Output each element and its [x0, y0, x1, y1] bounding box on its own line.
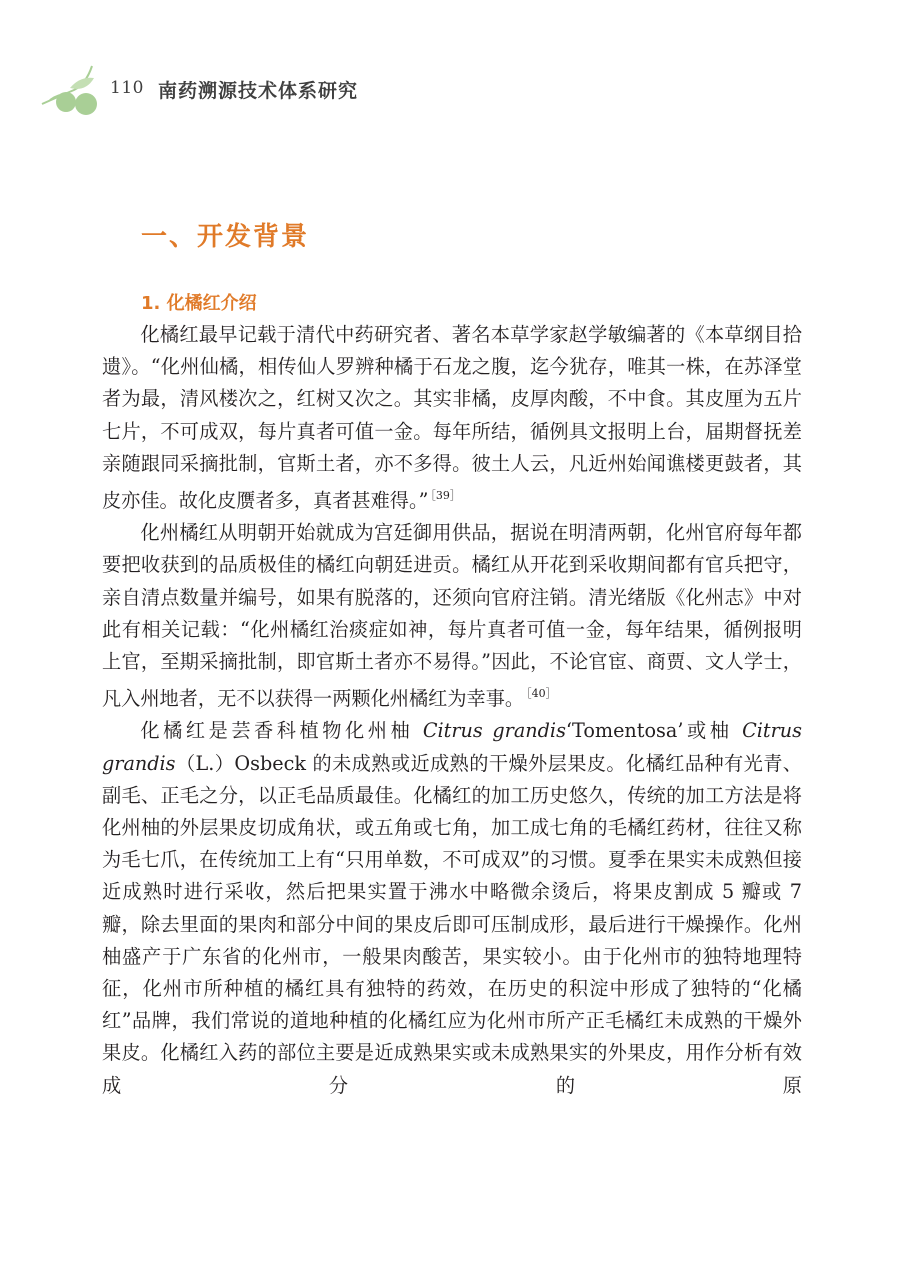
paragraph-text: 化橘红是芸香科植物化州柚 — [140, 719, 414, 743]
page-number: 110 — [110, 78, 144, 98]
paragraph — [102, 319, 802, 517]
latin-name: Citrus grandis — [422, 719, 566, 743]
paragraph-text: ‘Tomentosa’或柚 — [565, 719, 733, 743]
book-title: 南药溯源技术体系研究 — [158, 80, 359, 102]
paragraph — [102, 517, 802, 715]
latin-name: Citrus grandis — [102, 719, 803, 775]
paragraph-text: （L.）Osbeck 的未成熟或近成熟的干燥外层果皮。化橘红品种有光青、副毛、正毛之分，以正毛品质最佳。化橘红的加工历史悠久，传统的加工方法是将化州柚的外层果皮切成角状，或五角或七角，加工成七角的毛橘红药材，往往又称为毛七爪，在传统加工上有“只用单数，不可成双”的习惯。夏季在果实未成熟但接近成熟时进行采收，然后把果实置于沸水中略微余烫后，将果皮割成 5 瓣或 7 瓣，除去里面的果肉和部分中间的果皮后即可压制成形，最后进行干燥操作。化州柚盛产于广东省的化州市，一般果肉酸苦，果实较小。由于化州市的独特地理特征，化州市所种植的橘红具有独特的药效，在历史的积淀中形成了独特的“化橘红”品牌，我们常说的道地种植的化橘红应为化州市所产正毛橘红未成熟的干燥外果皮。化橘红入药的部位主要是近成熟果实或未成熟果实的外果皮，用作分析有效成分的原 — [102, 751, 802, 1097]
running-head — [40, 60, 860, 120]
paragraph-text: 化州橘红从明朝开始就成为宫廷御用供品，据说在明清两朝，化州官府每年都要把收获到的品质极佳的橘红向朝廷进贡。橘红从开花到采收期间都有官兵把守，亲自清点数量并编号，如果有脱落的，还须向官府注销。清光绪版《化州志》中对此有相关记载：“化州橘红治痰症如神，每片真者可值一金，每年结果，循例报明上官，至期采摘批制，即官斯土者亦不易得。”因此，不论官宦、商贾、文人学士，凡入州地者，无不以获得一两颗化州橘红为幸事。 — [102, 521, 802, 711]
paragraph — [102, 715, 802, 1101]
citation: ［40］ — [526, 687, 557, 701]
subsection-heading: 1. 化橘红介绍 — [141, 293, 257, 314]
leaf-branch-icon — [40, 60, 104, 120]
paragraph-text: 化橘红最早记载于清代中药研究者、著名本草学家赵学敏编著的《本草纲目拾遗》。“化州仙橘，相传仙人罗辨种橘于石龙之腹，迄今犹存，唯其一株，在苏泽堂者为最，清风楼次之，红树又次之。其实非橘，皮厚肉酸，不中食。其皮厘为五片七片，不可成双，每片真者可值一金。每年所结，循例具文报明上台，届期督抚差亲随跟同采摘批制，官斯土者，亦不多得。彼土人云，凡近州始闻谯楼更鼓者，其皮亦佳。故化皮赝者多，真者甚难得。” — [102, 323, 802, 513]
section-heading: 一、开发背景 — [141, 222, 310, 252]
body-text — [102, 319, 802, 1102]
citation: ［39］ — [430, 489, 461, 503]
